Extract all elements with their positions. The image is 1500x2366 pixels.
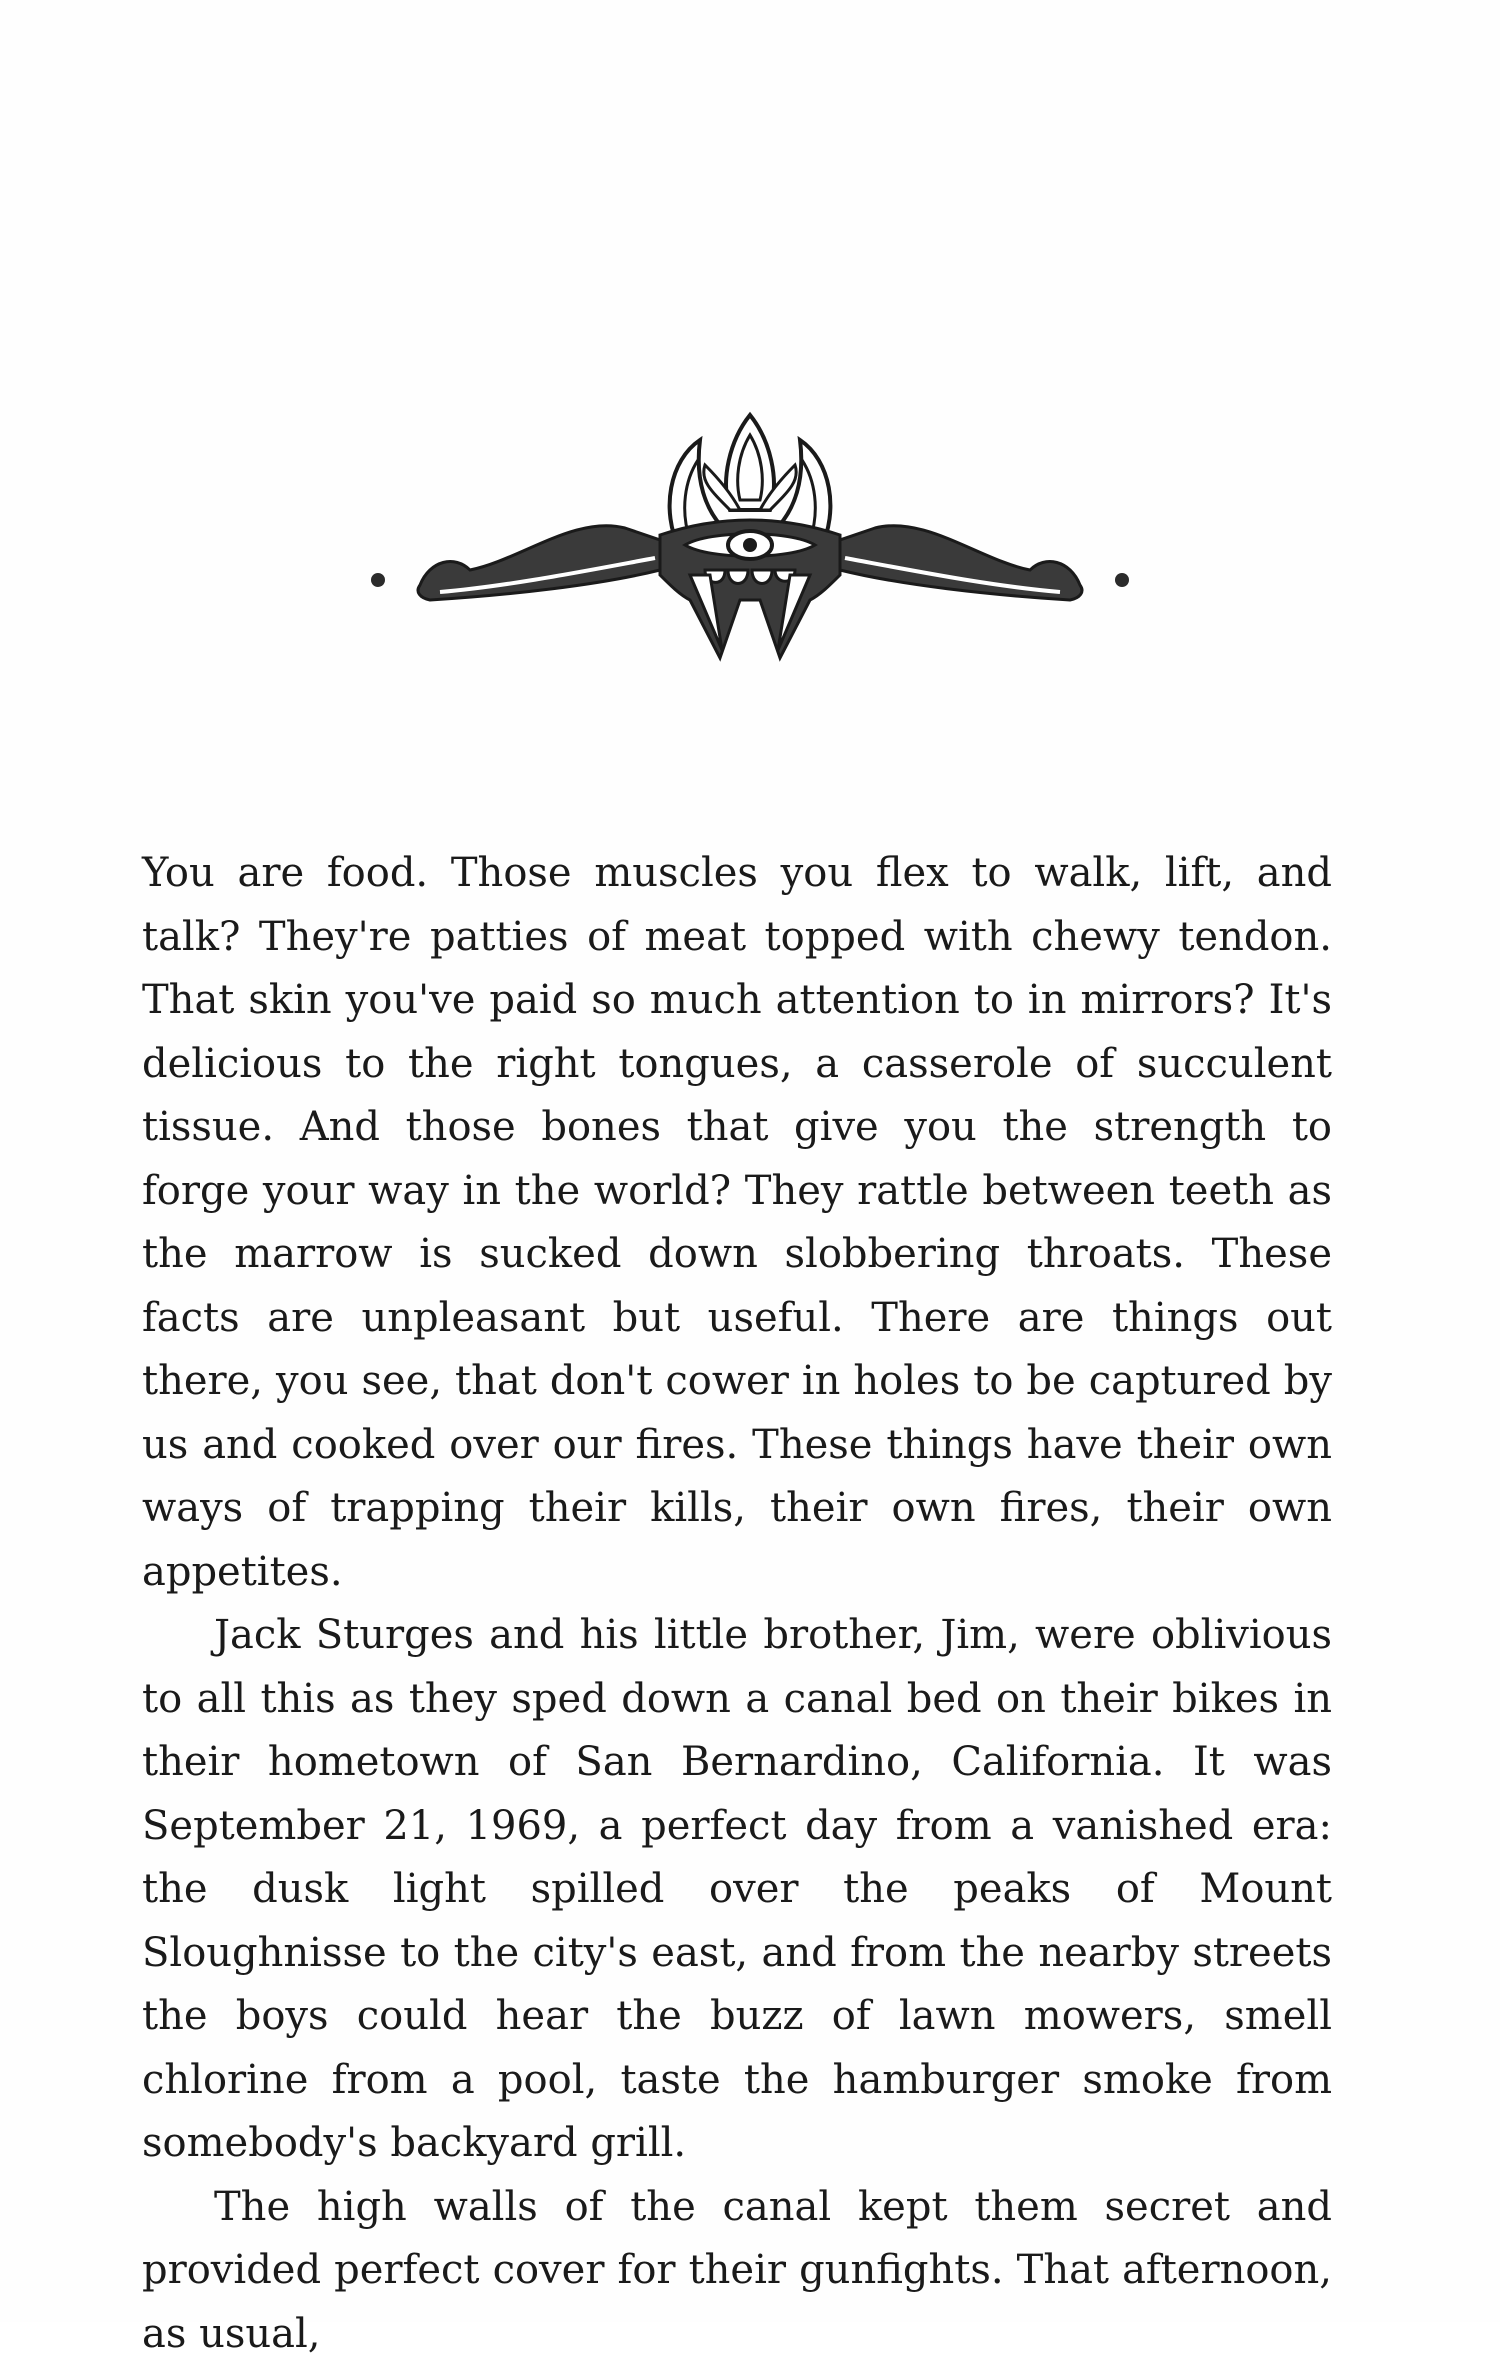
- paragraph-1: You are food. Those muscles you flex to walk, lift, and talk? They're patties of meat topped with chewy tendon. That skin you've paid so much attention to in mirrors? It's delicious to the right tongues, a casserole of succulent tissue. And those bones that give you the strength to forge your way in the world? They rattle between teeth as the marrow is sucked down slobbering throats. These facts are unpleasant but useful. There are things out there, you see, that don't cower in holes to be captured by us and cooked over our fires. These things have their own ways of trapping their kills, their own fires, their own appetites.: [142, 842, 1332, 1604]
- chapter-ornament: [360, 410, 1140, 670]
- right-dot-icon: [1115, 573, 1129, 587]
- left-dot-icon: [371, 573, 385, 587]
- crest-icon: [726, 415, 774, 510]
- paragraph-2: Jack Sturges and his little brother, Jim, were oblivious to all this as they sped down a canal bed on their bikes in their hometown of San Bernardino, California. It was September 21, 1969, a perfect day from a vanished era: the dusk light spilled over the peaks of Mount Sloughnisse to the city's east, and from the nearby streets the boys could hear the buzz of lawn mowers, smell chlorine from a pool, taste the hamburger smoke from somebody's backyard grill.: [142, 1604, 1332, 2176]
- body-text: [142, 842, 1332, 2366]
- paragraph-3: The high walls of the canal kept them secret and provided perfect cover for their gunfights. That afternoon, as usual,: [142, 2176, 1332, 2366]
